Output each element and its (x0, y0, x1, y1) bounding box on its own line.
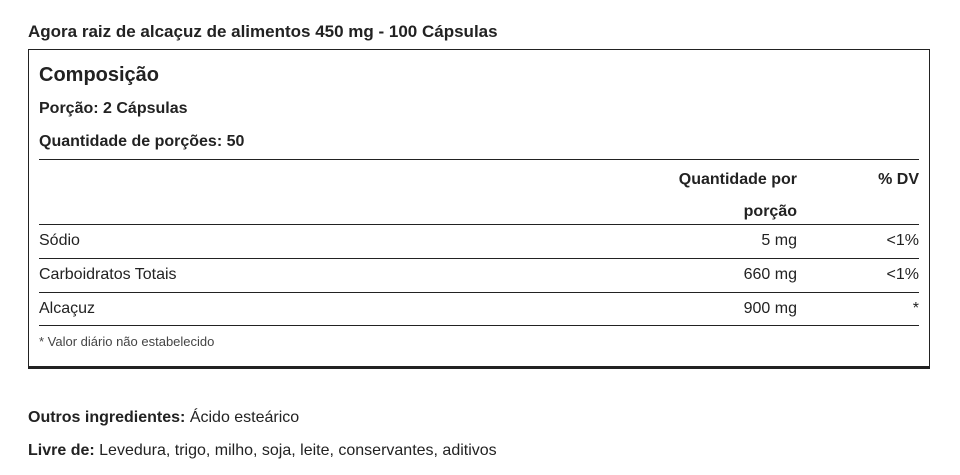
nutrient-amount: 900 mg (743, 300, 797, 317)
product-title: Agora raiz de alcaçuz de alimentos 450 mg - 100 Cápsulas (28, 22, 498, 41)
divider (39, 325, 919, 326)
column-header-dv: % DV (878, 171, 919, 188)
table-row (39, 259, 919, 292)
other-ingredients-value: Ácido esteárico (189, 409, 300, 426)
nutrient-name: Carboidratos Totais (39, 266, 177, 283)
nutrient-dv: <1% (886, 232, 919, 249)
table-row (39, 225, 919, 258)
nutrient-amount: 5 mg (761, 232, 797, 249)
nutrient-name: Sódio (39, 232, 80, 249)
divider (39, 159, 919, 160)
supplement-facts-panel (28, 49, 930, 369)
nutrient-name: Alcaçuz (39, 300, 96, 317)
other-ingredients (28, 409, 299, 427)
column-header-amount (637, 164, 797, 228)
free-from-label: Livre de: (28, 442, 95, 459)
facts-heading: Composição (39, 64, 160, 86)
nutrient-dv: <1% (886, 266, 919, 283)
footnote: * Valor diário não estabelecido (39, 334, 215, 349)
nutrient-dv: * (912, 300, 919, 317)
nutrient-amount: 660 mg (743, 266, 797, 283)
free-from (28, 442, 497, 460)
column-header-amount-line1: Quantidade por (678, 171, 797, 188)
column-header-amount-line2: porção (743, 203, 797, 220)
other-ingredients-label: Outros ingredientes: (28, 409, 186, 426)
free-from-value: Levedura, trigo, milho, soja, leite, conservantes, aditivos (99, 442, 497, 459)
serving-size: Porção: 2 Cápsulas (39, 100, 188, 117)
table-row (39, 293, 919, 326)
servings-per-container: Quantidade de porções: 50 (39, 133, 245, 150)
